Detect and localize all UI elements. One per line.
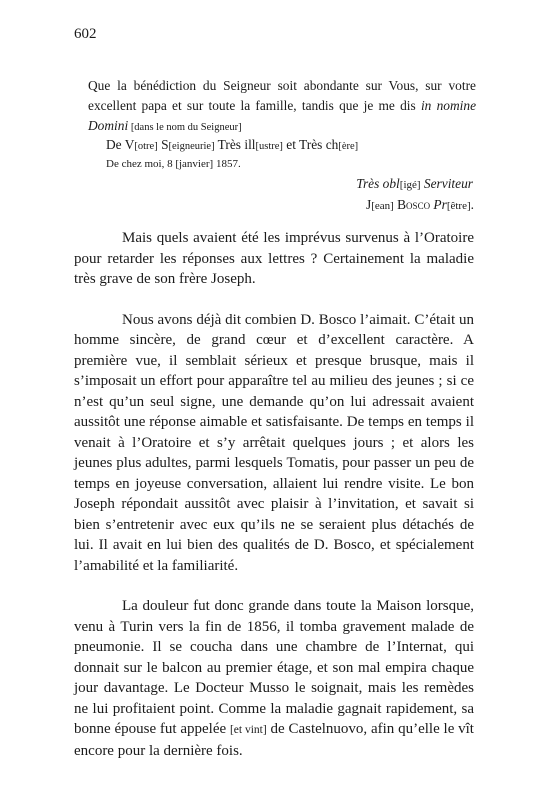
latin-phrase: in nomine Domini xyxy=(88,98,477,133)
signature-name: Bosco xyxy=(393,197,431,212)
letter-dateline: De chez moi, 8 [janvier] 1857. xyxy=(106,158,241,170)
closing-part: Très obl xyxy=(356,176,400,191)
body-paragraph-1: Mais quels avaient été les imprévus survenus à l’Oratoire pour retarder les réponses aux lettres ? Certainement la maladie très grave de son frère Joseph. xyxy=(74,230,474,287)
signature-part: . xyxy=(470,197,474,212)
editorial-bracket: [et vint] xyxy=(229,724,267,736)
page-number: 602 xyxy=(74,26,97,42)
letter-closing-paragraph xyxy=(88,76,476,138)
address-part: et Très ch xyxy=(282,137,339,152)
address-bracket: [otre] xyxy=(134,141,158,152)
letter-paragraph xyxy=(88,76,476,138)
body-paragraph-3 xyxy=(74,596,474,761)
letter-text: Que la bénédiction du Seigneur soit abondante sur Vous, sur votre excellent papa et sur toute la famille, tandis que je me dis xyxy=(88,78,476,113)
signature-bracket: [ean] xyxy=(371,200,394,212)
address-bracket: [ère] xyxy=(338,141,359,152)
paragraph-text: La douleur fut donc grande dans toute la Maison lorsque, venu à Turin vers la fin de 1856, il tomba gravement malade de pneumonie. Il se coucha dans une chambre de l’Internat, qui donnait sur le balcon au premier étage, et son mal empira chaque jour davantage. Le Docteur Musso le soignait, mais les remèdes ne lui profitaient point. Comme la maladie gagnait rapidement, sa bonne épouse fut appelée xyxy=(74,598,474,737)
signature-title: Pr xyxy=(430,197,447,212)
letter-signature xyxy=(366,197,474,213)
translation-note: [dans le nom du Seigneur] xyxy=(128,122,242,133)
closing-bracket: [igé] xyxy=(399,179,421,191)
signature-part: J xyxy=(365,197,372,212)
body-text xyxy=(74,228,474,781)
address-part: S xyxy=(157,137,169,152)
address-bracket: [ustre] xyxy=(255,141,283,152)
signature-bracket: [être] xyxy=(446,200,471,212)
letter-address xyxy=(106,137,358,153)
letter-closing xyxy=(356,176,473,192)
address-part: De V xyxy=(106,137,135,152)
paragraph-text: de Castelnuovo, afin qu’elle le vît encore pour la dernière fois. xyxy=(74,721,474,759)
address-bracket: [eigneurie] xyxy=(168,141,215,152)
closing-part: Serviteur xyxy=(420,176,473,191)
address-part: Très ill xyxy=(214,137,256,152)
body-paragraph-2: Nous avons déjà dit combien D. Bosco l’aimait. C’était un homme sincère, de grand cœur et d’excellent caractère. A première vue, il semblait sérieux et presque brusque, mais il s’imposait un effort pour apparaître tel au milieu des jeunes ; si ce n’est qu’un seul signe, une demande qu’on lui adressait avaient aussitôt une réponse aimable et satisfaisante. De temps en temps il venait à l’Oratoire et s’y arrêtait quelques jours ; et alors les jeunes plus adultes, parmi lesquels Tomatis, pour passer un peu de temps en joyeuse conversation, allaient lui rendre visite. Le bon Joseph répondait aussitôt avec plaisir à l’invitation, et savait si bien s’entretenir avec eux qu’ils ne se seraient plus détachés de lui. Il avait en lui bien des qualités de D. Bosco, et spécialement l’amabilité et la familiarité. xyxy=(74,311,474,574)
